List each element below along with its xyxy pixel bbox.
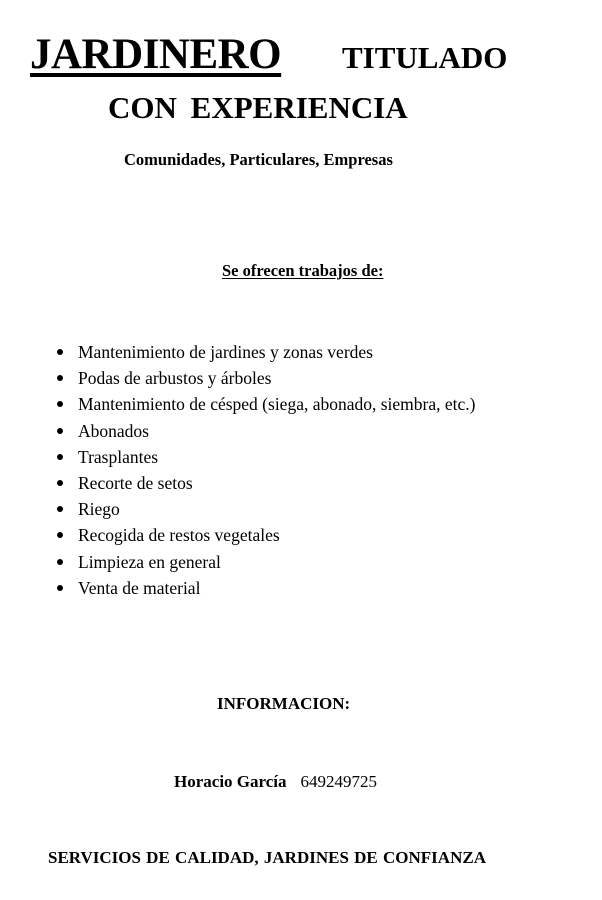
list-item [55, 391, 476, 417]
list-item-label: Mantenimiento de césped (siega, abonado, siembra, etc.) [78, 394, 476, 415]
title-subtitle: TITULADO [342, 40, 508, 75]
contact-name: Horacio García [174, 772, 287, 791]
bullet-icon [57, 428, 63, 434]
contact-phone: 649249725 [300, 772, 378, 791]
list-item-label: Podas de arbustos y árboles [78, 368, 272, 389]
list-item [55, 339, 476, 365]
bullet-icon [57, 506, 63, 512]
list-item-label: Recorte de setos [78, 473, 193, 494]
clients-line: Comunidades, Particulares, Empresas [124, 150, 393, 169]
bullet-icon [57, 454, 63, 460]
bullet-icon [57, 532, 63, 538]
bullet-icon [57, 349, 63, 355]
list-item-label: Recogida de restos vegetales [78, 525, 280, 546]
list-item-label: Abonados [78, 420, 149, 441]
info-heading: INFORMACION: [217, 694, 351, 713]
list-item-label: Venta de material [78, 577, 201, 598]
bullet-icon [57, 559, 63, 565]
list-item [55, 418, 476, 444]
list-item [55, 522, 476, 548]
title-main: JARDINERO [30, 31, 282, 78]
list-item-label: Trasplantes [78, 446, 159, 467]
list-item-label: Riego [78, 499, 120, 520]
list-item [55, 496, 476, 522]
services-heading: Se ofrecen trabajos de: [222, 261, 384, 280]
list-item [55, 365, 476, 391]
slogan: SERVICIOS DE CALIDAD, JARDINES DE CONFIANZA [48, 848, 486, 867]
list-item [55, 549, 476, 575]
list-item [55, 470, 476, 496]
bullet-icon [57, 375, 63, 381]
services-list [55, 339, 476, 601]
list-item [55, 444, 476, 470]
title-line-two: CON EXPERIENCIA [108, 90, 408, 125]
list-item-label: Limpieza en general [78, 551, 221, 572]
bullet-icon [57, 401, 63, 407]
bullet-icon [57, 480, 63, 486]
bullet-icon [57, 585, 63, 591]
list-item-label: Mantenimiento de jardines y zonas verdes [78, 342, 373, 363]
contact-line [174, 772, 377, 792]
list-item [55, 575, 476, 601]
